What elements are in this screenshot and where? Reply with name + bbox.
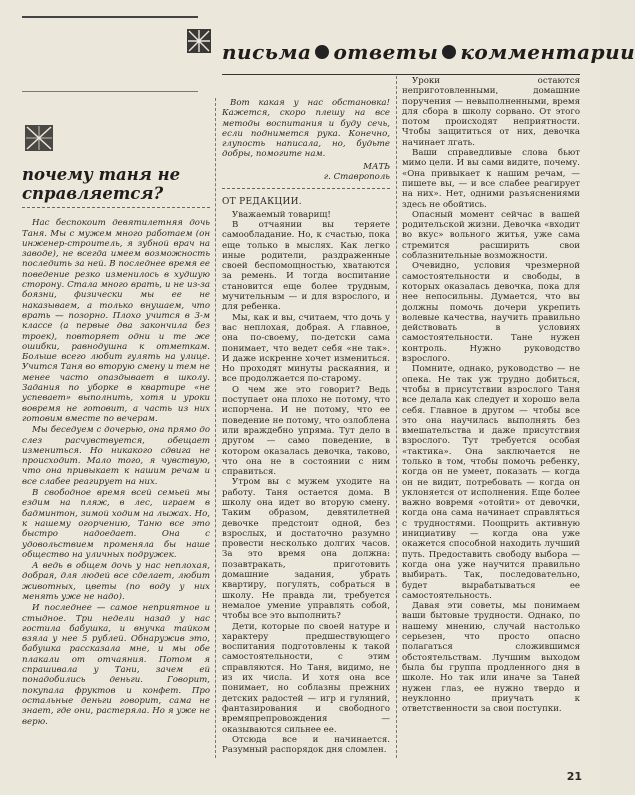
rubric-part-answers: ответы [333,40,439,64]
comment-column [402,76,580,714]
crossed-square-icon [24,124,54,152]
editorial-paragraph: Мы, как и вы, считаем, что дочь у вас неплохая, добрая. А главное, она по-своему, по-детски сама понимает, что ведет себя «не так». И даже искренне хочет измениться. Но проходят минуты раскаяния, и все продолжается по-старому. [222,312,390,385]
header-box [22,16,198,92]
column-divider [396,76,397,758]
editorial-paragraph: Отсюда все и начинается. Разумный распорядок дня сломлен. [222,734,390,756]
crossed-square-icon [186,28,212,54]
letter-paragraph: В свободное время всей семьей мы ездим на пляж, в лес, играем в бадминтон, зимой ходим на лыжах. Но, к нашему огорчению, Таню все это быстро надоедает. Она с удовольствием променяла бы наше общество на уличных подружек. [22,488,210,560]
page-number: 21 [566,770,582,783]
letter-paragraph: Мы беседуем с дочерью, она прямо до слез расчувствуется, обещает измениться. Но никакого сдвига не происходит. Мало того, я чувствую, что она привыкает к нашим речам и все слабее реагирует на них. [22,425,210,487]
bullet-icon [442,45,456,59]
letter-column [22,98,210,728]
rubric-part-letters: письма [222,40,312,64]
comment-paragraph: Уроки остаются неприготовленными, домашние поручения — невыполненными, время для сбора в школу сорвано. От этого потом происходят неприятности. Чтобы защититься от них, девочка начинает лгать. [402,76,580,148]
column-divider [215,98,216,758]
letter-paragraph: Нас беспокоит девятилетняя дочь Таня. Мы с мужем много работаем (он инженер-строитель, я зубной врач на заводе), не всегда имеем возможность последить за ней. В последнее время ее поведение резко изменилось в худшую сторону. Стала много врать, и не из-за боязни, физически мы ее не наказываем, а только внушаем, что врать — позорно. Плохо учится в 3-м классе (а первые два закончила без троек), повторяет одни и те же ошибки, равнодушна к отметкам. Больше всего любит гулять на улице. Учится Таня во вторую смену и тем не менее часто опаздывает в школу. Задания по уборке в квартире «не успевает» выполнить, хотя и уроки вовремя не готовит, а часть из них готовим вместе по вечерам. [22,218,210,424]
comment-paragraph: Опасный момент сейчас в вашей родительской жизни. Девочка «входит во вкус» вольного житья, уже сама стремится расширить свои соблазнительные возможности. [402,209,580,262]
editorial-column [222,98,390,755]
letter-paragraph: И последнее — самое неприятное и стыдное. Три недели назад у нас гостила бабушка, и внучка тайком взяла у нее 5 рублей. Обнаружив это, бабушка рассказала мне, и мы обе плакали от отчаяния. Потом я спрашивала у Тани, зачем ей понадобились деньги. Говорит, покупала фруктов и конфет. Про остальные деньги говорит, сама не знает, где они, растеряла. Но я уже не верю. [22,603,210,727]
letter-quote: Вот какая у нас обстановка! Кажется, скоро плешу на все методы воспитания и буду сечь, если поднимется рука. Конечно, глупость написала, но, будьте добры, помогите нам. [222,98,390,160]
editorial-paragraph: В отчаянии вы теряете самообладание. Но, к счастью, пока еще только в мыслях. Как легко иные родители, раздраженные своей беспомощностью, хватаются за ремень. И тогда воспитание становится еще более трудным, мучительным — и для взрослого, и для ребенка. [222,219,390,313]
letter-signature: МАТЬ [363,161,390,172]
comment-paragraph: Давая эти советы, мы понимаем ваши бытовые трудности. Однако, по нашему мнению, случай настолько серьезен, что просто опасно полагаться сложившимся обстоятельствам. Лучшим выходом была бы группа продленного дня в школе. Но так или иначе за Таней нужен глаз, ее нужно твердо и неуклонно приучать к ответственности за свои поступки. [402,601,580,715]
editorial-paragraph: Утром вы с мужем уходите на работу. Таня остается дома. В школу она идет во вторую смену. Таким образом, девятилетней девочке предстоит одной, без взрослых, и достаточно разумно провести несколько долгих часов. За это время она должна: позавтракать, приготовить домашние задания, убрать квартиру, погулять, собраться в школу. Не правда ли, требуется немалое умение управлять собой, чтобы все это выполнить? [222,477,390,622]
editorial-paragraph: Уважаемый товарищ! [232,209,331,220]
comment-paragraph: Ваши справедливые слова бьют мимо цели. И вы сами видите, почему. «Она привыкает к нашим речам, — пишете вы, — и все слабее реагирует на них». Нет, одними разъяснениями здесь не обойтись. [402,148,580,210]
comment-paragraph: Помните, однако, руководство — не опека. Не так уж трудно добиться, чтобы в присутствии взрослого Таня все делала как следует и хорошо вела себя. Главное в другом — чтобы все это она научилась выполнять без вмешательства и даже присутствия взрослого. Тут требуется особая «тактика». Она заключается не только в том, чтобы помочь ребенку, когда он не умеет, показать — когда он не видит, потребовать — когда он уклоняется от исполнения. Еще более важно вовремя «отойти» от девочки, когда она сама начинает справляться с трудностями. Поощрить активную инициативу — когда она уже окажется способной находить лучший путь. Предоставить свободу выбора — когда она уже научится правильно выбирать. Так, последовательно, будет вырабатываться ее самостоятельность. [402,364,580,601]
editorial-paragraph: Дети, которые по своей натуре и характеру предшествующего воспитания подготовлены к такой самостоятельности, с этим справляются. Но Таня, видимо, не из их числа. И хотя она все понимает, но соблазны прежних детских радостей — игр и гуляний, фантазирования и свободного времяпрепровождения — оказываются сильнее ее. [222,621,390,735]
heading-divider [22,207,210,208]
editorial-title: ОТ РЕДАКЦИИ. [222,197,302,208]
article-heading: почему таня не справляется? [22,165,181,204]
section-divider [222,188,390,189]
rubric-part-comments: комментарии [460,40,635,64]
rubric-title [222,40,635,64]
comment-paragraph: Очевидно, условия чрезмерной самостоятельности и свободы, в которых оказалась девочка, пока для нее непосильны. Думается, что вы должны помочь дочери укрепить волевые качества, научить правильно действовать в условиях самостоятельности. Тане нужен контроль. Нужно руководство взрослого. [402,261,580,365]
bullet-icon [315,45,329,59]
letter-paragraph: А ведь в общем дочь у нас неплохая, добрая, для людей все сделает, любит животных, цветы (по воду у них менять уже не надо). [22,561,210,602]
editorial-paragraph: О чем же это говорит? Ведь поступает она плохо не потому, что испорчена. И не потому, что ее поведение не потому, что озлоблена или враждебно упряма. Тут дело в другом — само поведение, в котором оказалась девочка, таково, что она не в состоянии с ним справиться. [222,384,390,478]
header-rule [222,74,580,75]
letter-city: г. Ставрополь [323,172,390,183]
